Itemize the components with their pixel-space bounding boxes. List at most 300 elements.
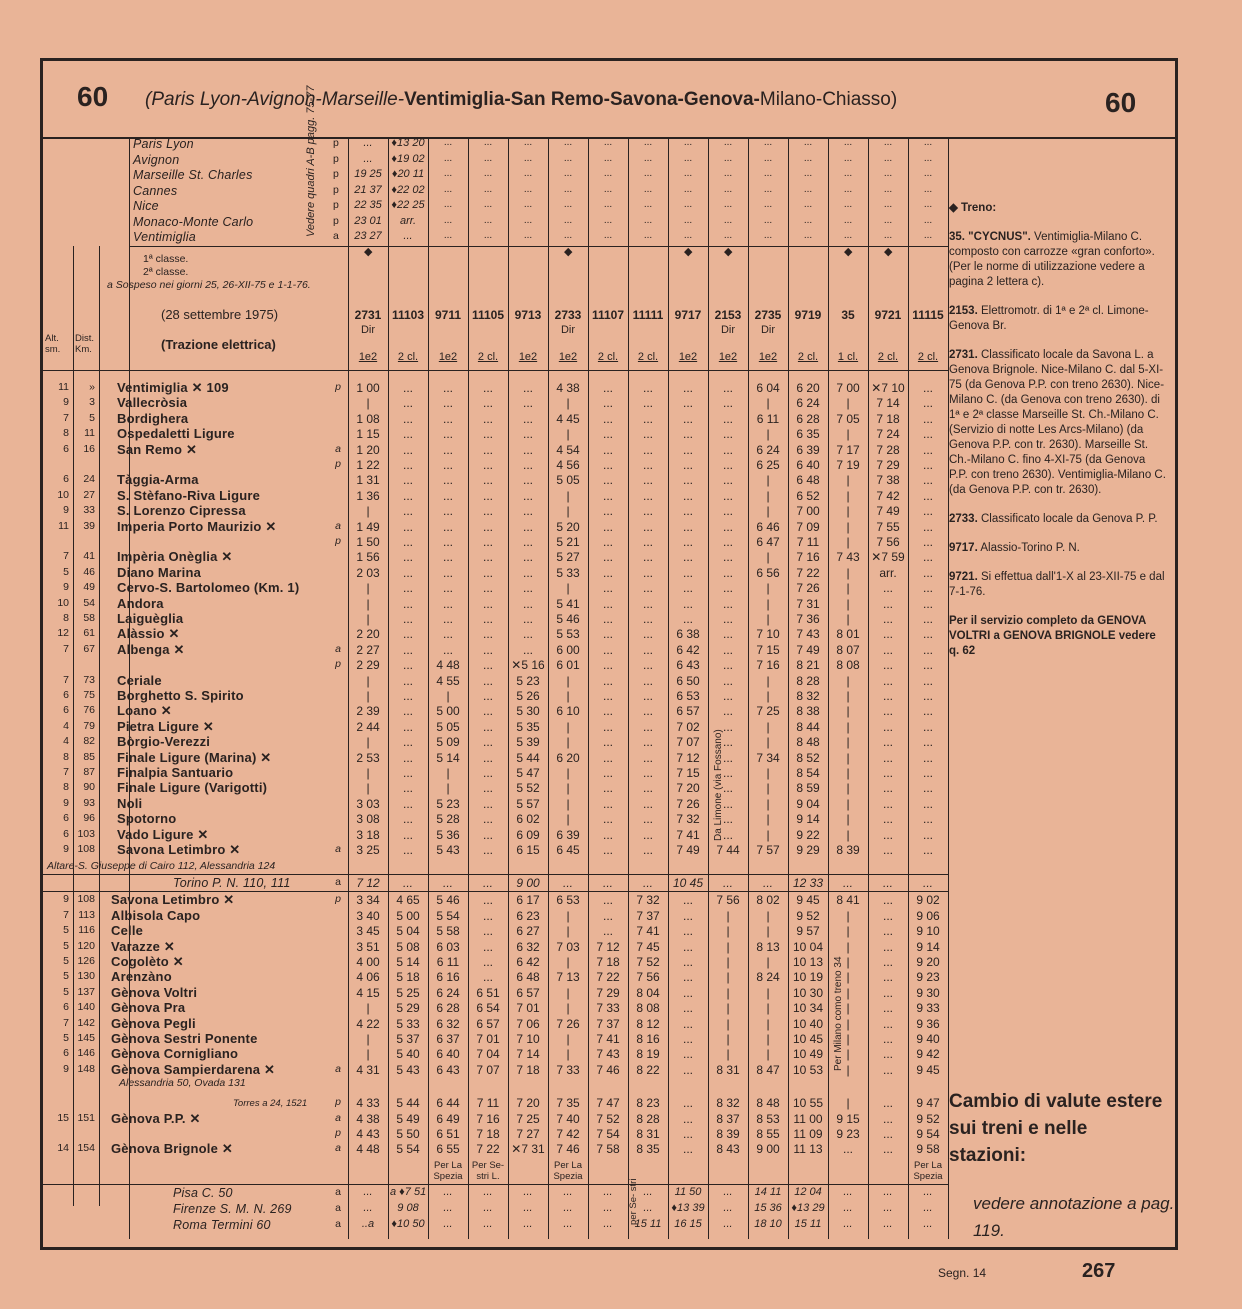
time-cell: 5 27 (556, 550, 580, 565)
time-cell: | (846, 427, 850, 442)
time-cell: ... (642, 750, 653, 765)
note-entry (949, 512, 1167, 527)
station-name: Vado Ligure ✕ (117, 826, 209, 842)
empty-cell: ... (483, 183, 493, 195)
time-cell: ... (402, 504, 413, 519)
time-cell: 5 49 (396, 1111, 420, 1126)
time-cell: | (366, 673, 370, 688)
time-cell: 6 38 (676, 627, 700, 642)
time-cell: ... (882, 627, 893, 642)
time-cell: ... (682, 1001, 693, 1016)
timetable-header (43, 61, 1175, 139)
station-pa: p (335, 535, 341, 547)
time-cell: 6 24 (436, 985, 460, 1000)
time-cell: ... (922, 719, 933, 734)
time-cell: 4 55 (436, 673, 460, 688)
column-divider (908, 139, 909, 1239)
time-cell: 3 25 (356, 843, 380, 857)
station-name: Cervo-S. Bartolomeo (Km. 1) (117, 580, 300, 596)
time-cell: ... (522, 627, 533, 642)
km-value: 96 (83, 812, 95, 825)
time-cell: | (366, 1032, 370, 1046)
time-cell: | (766, 596, 770, 611)
time-cell: 3 45 (356, 924, 380, 939)
time-cell: 7 18 (596, 955, 620, 969)
time-cell: 6 00 (556, 642, 580, 657)
empty-cell: ... (643, 152, 653, 164)
time-cell: 6 20 (556, 750, 580, 765)
time-cell: 5 14 (436, 750, 460, 765)
time-cell: ... (922, 812, 933, 827)
time-cell: | (566, 766, 570, 780)
empty-cell: ... (523, 168, 533, 179)
vedere-note: vedere annotazione a pag. 119. (973, 1194, 1175, 1240)
title-prefix: (Paris Lyon-Avignon-Marseille- (145, 89, 405, 110)
station-name: Gènova P.P. ✕ (111, 1110, 201, 1126)
time-cell: 4 65 (396, 893, 420, 908)
time-cell: ... (602, 642, 613, 657)
station-name: Finale Ligure (Marina) ✕ (117, 749, 272, 765)
time-cell: ... (922, 796, 933, 811)
time-cell: ... (722, 612, 733, 626)
station-name: Vallecròsia (117, 395, 188, 411)
time-cell: 8 24 (756, 970, 780, 985)
time-cell: 8 02 (756, 893, 780, 908)
time-cell: | (766, 766, 770, 780)
empty-cell: ... (843, 230, 853, 241)
time-cell: ... (602, 504, 613, 519)
time-cell: ... (402, 565, 413, 580)
time-cell: 7 29 (596, 985, 620, 1000)
km-value: 54 (83, 596, 95, 609)
time-cell: ... (442, 442, 453, 457)
time-cell: 8 39 (716, 1127, 740, 1141)
time-cell: | (366, 781, 370, 796)
station-name: Andora (117, 595, 164, 611)
empty-cell: ... (803, 183, 813, 195)
train-type: Dir (760, 324, 776, 336)
time-cell: ... (922, 642, 933, 657)
time-cell: ... (522, 427, 533, 442)
time-cell: 8 12 (636, 1016, 660, 1031)
time-cell: ... (522, 642, 533, 657)
time-cell: ... (602, 381, 613, 395)
bottom-time: 14 11 (754, 1185, 782, 1198)
time-cell: 1 15 (356, 427, 380, 442)
time-cell: | (766, 550, 770, 565)
station-pa: a (335, 1062, 341, 1075)
time-cell: 7 28 (876, 442, 900, 457)
time-cell: | (846, 535, 850, 549)
time-cell: 6 02 (516, 812, 540, 827)
time-cell: 8 23 (636, 1096, 660, 1111)
time-cell: 1 31 (356, 473, 380, 488)
station-pa: a (335, 1142, 341, 1155)
legend-alt: Alt. sm. (45, 333, 61, 355)
time-cell: 8 41 (836, 893, 860, 908)
bottom-time: ... (443, 1185, 453, 1198)
time-cell: | (566, 504, 570, 519)
per-label: Per Se- stri L. (471, 1159, 505, 1182)
time-cell: ... (402, 766, 413, 780)
time-cell: | (846, 735, 850, 750)
empty-cell: ... (483, 168, 493, 179)
time-cell: ... (482, 893, 493, 908)
time-cell: ... (482, 535, 493, 549)
time-cell: | (766, 735, 770, 750)
station-name: Gènova Voltri (111, 984, 198, 1000)
station-pa: p (335, 1127, 341, 1139)
time-cell: 9 52 (796, 908, 820, 923)
empty-cell: ... (763, 199, 773, 210)
page-number-right: 60 (1105, 87, 1137, 118)
time-cell: 10 55 (792, 1096, 824, 1111)
time-cell: ... (522, 565, 533, 580)
time-cell: | (366, 504, 370, 519)
time-cell: ... (602, 442, 613, 457)
time-cell: | (846, 1001, 850, 1016)
time-cell: | (766, 1016, 770, 1031)
time-cell: ... (442, 565, 453, 580)
time-cell: 6 24 (796, 396, 820, 411)
time-cell: 6 20 (796, 381, 820, 395)
time-cell: ... (522, 596, 533, 611)
empty-cell: ... (843, 214, 853, 226)
time-cell: ... (482, 565, 493, 580)
time-cell: ... (922, 766, 933, 780)
alt-value: 15 (57, 1111, 69, 1124)
time-cell: 5 58 (436, 924, 460, 939)
time-cell: 6 03 (436, 939, 460, 954)
station-name: Tàggia-Arma (117, 472, 199, 488)
time-cell: ... (402, 812, 413, 827)
empty-cell: ... (523, 214, 533, 226)
time-cell: 4 38 (356, 1111, 380, 1126)
note-head: 2731. (949, 349, 978, 361)
station-name: Ceriale (117, 672, 162, 688)
time-cell: ... (602, 565, 613, 580)
alt-value: 8 (63, 427, 69, 440)
time-cell: 2 27 (356, 642, 380, 657)
time-cell: ... (682, 442, 693, 457)
empty-cell: ... (643, 199, 653, 210)
time-cell: ... (482, 843, 493, 857)
time-cell: ... (522, 581, 533, 596)
time-cell: ... (402, 627, 413, 642)
km-value: 126 (77, 955, 95, 967)
alt-value: 9 (63, 796, 69, 809)
time-cell: | (846, 596, 850, 611)
note-entry (949, 541, 1167, 556)
time-cell: ... (602, 550, 613, 565)
time-cell: 1 56 (356, 550, 380, 565)
time-cell: 5 57 (516, 796, 540, 811)
time-cell: ... (402, 442, 413, 457)
torino-name: Torino P. N. 110, 111 (173, 876, 291, 891)
top-station-time: ♦13 20 (391, 137, 425, 149)
per-label: Per La Spezia (433, 1159, 463, 1182)
time-cell: ... (482, 596, 493, 611)
empty-cell: ... (723, 199, 733, 210)
bottom-station-pa: a (335, 1217, 341, 1230)
time-cell: 7 01 (516, 1001, 540, 1016)
empty-cell: ... (643, 183, 653, 195)
time-cell: ... (602, 612, 613, 626)
time-cell: 5 00 (436, 704, 460, 719)
time-cell: 6 48 (516, 970, 540, 985)
empty-cell: ... (723, 183, 733, 195)
time-cell: ... (522, 396, 533, 411)
time-cell: | (766, 673, 770, 688)
bottom-time: ♦13 39 (671, 1201, 705, 1214)
alt-value: 6 (63, 1001, 69, 1014)
legend-traction: (Trazione elettrica) (161, 337, 276, 352)
time-cell: ... (882, 1047, 893, 1062)
train-number: 11105 (471, 308, 505, 322)
empty-cell: ... (443, 214, 453, 226)
time-cell: ... (682, 612, 693, 626)
time-cell: ... (722, 735, 733, 750)
station-name: Gènova Sampierdarena ✕ (111, 1061, 276, 1077)
time-cell: ... (602, 596, 613, 611)
top-station-pa: p (333, 214, 339, 227)
time-cell: ... (922, 458, 933, 472)
time-cell: | (846, 908, 850, 923)
empty-cell: ... (683, 183, 693, 195)
empty-cell: ... (923, 183, 933, 195)
empty-cell: ... (563, 214, 573, 226)
time-cell: 10 53 (792, 1062, 824, 1077)
empty-cell: ... (643, 137, 653, 148)
alt-value: 7 (63, 642, 69, 655)
train-class: 1e2 (438, 351, 458, 363)
time-cell: ... (682, 550, 693, 565)
time-cell: 1 36 (356, 488, 380, 503)
bottom-station-pa: a (335, 1185, 341, 1198)
time-cell: ... (442, 427, 453, 442)
time-cell: 7 43 (796, 627, 820, 642)
time-cell: ... (722, 658, 733, 673)
time-cell: ... (522, 535, 533, 549)
time-cell: ... (922, 596, 933, 611)
top-block-rule (129, 246, 949, 247)
empty-cell: ... (763, 183, 773, 195)
time-cell: ... (682, 908, 693, 923)
time-cell: 7 03 (556, 939, 580, 954)
time-cell: 7 13 (556, 970, 580, 985)
empty-cell: ... (483, 199, 493, 210)
alt-value: 9 (63, 396, 69, 409)
time-cell: | (726, 1001, 730, 1016)
time-cell: ... (522, 504, 533, 519)
empty-cell: ... (603, 199, 613, 210)
milano-label: Per Milano como treno 34 (833, 956, 844, 1071)
bottom-time: ... (363, 1185, 373, 1198)
time-cell: ... (402, 612, 413, 626)
time-cell: ... (922, 581, 933, 596)
empty-cell: ... (923, 230, 933, 241)
top-station-time: ... (363, 137, 373, 149)
empty-cell: ... (603, 230, 613, 241)
time-cell: ... (922, 427, 933, 442)
alt-value: 5 (63, 924, 69, 937)
time-cell: 5 23 (436, 796, 460, 811)
time-cell: ... (522, 550, 533, 565)
time-cell: ... (882, 893, 893, 908)
alt-value: 5 (63, 970, 69, 983)
time-cell: 7 14 (516, 1047, 540, 1062)
time-cell: 5 20 (556, 519, 580, 534)
empty-cell: ... (923, 152, 933, 164)
time-cell: ... (402, 673, 413, 688)
time-cell: | (846, 970, 850, 985)
sampierdarena-sub: Alessandria 50, Ovada 131 (119, 1076, 246, 1089)
station-name: San Remo ✕ (117, 441, 198, 457)
time-cell: ... (682, 427, 693, 442)
time-cell: 6 55 (436, 1142, 460, 1157)
time-cell: 5 47 (516, 766, 540, 780)
time-cell: ... (882, 766, 893, 780)
time-cell: | (366, 581, 370, 596)
time-cell: 7 56 (716, 893, 740, 908)
train-type: Dir (360, 324, 376, 336)
time-cell: ... (682, 1032, 693, 1046)
km-value: 130 (77, 970, 95, 983)
time-cell: ... (922, 504, 933, 519)
time-cell: | (566, 1047, 570, 1062)
bottom-time: 9 08 (397, 1201, 419, 1214)
time-cell: 7 22 (476, 1142, 500, 1157)
time-cell: ... (882, 704, 893, 719)
note-body: Classificato locale da Savona L. a Genova Brignole. Nice-Milano C. dal 5-XI-75 (da Genova P.P. con treno 2630). Nice-Milano C. (da Genova con treno 2630). di 1ª e 2ª classe Marseille St. Ch.-Milano C. (Servizio di notte Les Arcs-Milano) (da Genova P.P. con tr. 2630). Marseille St. Ch.-Milano C. fino 4-XI-75 (da Genova P.P. con treno 2630). Ventimiglia-Milano C. (da Genova P.P. con tr. 2630). (949, 349, 1166, 496)
time-cell: ... (722, 673, 733, 688)
torino-time: ... (922, 876, 933, 891)
time-cell: 7 10 (516, 1032, 540, 1046)
km-value: 82 (83, 735, 95, 748)
station-name: Cogolèto ✕ (111, 954, 184, 969)
empty-cell: ... (643, 168, 653, 179)
time-cell: 5 53 (556, 627, 580, 642)
time-cell: 5 54 (396, 1142, 420, 1157)
time-cell: | (846, 1062, 850, 1077)
note-body: Classificato locale da Genova P. P. (977, 513, 1158, 525)
legend-first-class: 1ª classe. (143, 253, 189, 265)
time-cell: ... (482, 812, 493, 827)
time-cell: ... (722, 381, 733, 395)
station-name: Arenzàno (111, 969, 172, 985)
bottom-time: 18 10 (754, 1217, 782, 1230)
empty-cell: ... (843, 152, 853, 164)
time-cell: ... (682, 581, 693, 596)
time-cell: | (566, 781, 570, 796)
time-cell: 2 29 (356, 658, 380, 673)
time-cell: 7 02 (676, 719, 700, 734)
km-value: 39 (83, 519, 95, 532)
time-cell: 5 08 (396, 939, 420, 954)
time-cell: ... (642, 581, 653, 596)
time-cell: ... (402, 704, 413, 719)
bottom-time: ... (923, 1201, 933, 1214)
time-cell: 9 23 (836, 1127, 860, 1141)
time-cell: | (766, 473, 770, 488)
station-name: Gènova Pra (111, 1000, 186, 1016)
empty-cell: ... (643, 214, 653, 226)
time-cell: | (726, 908, 730, 923)
alt-value: 14 (57, 1142, 69, 1155)
time-cell: 9 15 (836, 1111, 860, 1126)
time-cell: | (846, 673, 850, 688)
time-cell: ... (602, 796, 613, 811)
time-cell: ... (722, 750, 733, 765)
time-cell: ... (642, 719, 653, 734)
time-cell: 2 44 (356, 719, 380, 734)
time-cell: ... (482, 658, 493, 673)
column-divider (748, 139, 749, 1239)
time-cell: ... (602, 704, 613, 719)
empty-cell: ... (563, 152, 573, 164)
bottom-time: ... (563, 1201, 573, 1214)
bottom-time: ... (523, 1201, 533, 1214)
alt-value: 11 (58, 519, 69, 532)
time-cell: 7 52 (636, 955, 660, 969)
time-cell: | (846, 396, 850, 411)
time-cell: ... (642, 627, 653, 642)
time-cell: 8 48 (796, 735, 820, 750)
empty-cell: ... (603, 214, 613, 226)
time-cell: 7 31 (796, 596, 820, 611)
empty-cell: ... (923, 214, 933, 226)
time-cell: 7 16 (796, 550, 820, 565)
time-cell: | (846, 519, 850, 534)
time-cell: ... (882, 1096, 893, 1111)
time-cell: ... (722, 642, 733, 657)
top-station-time: ♦19 02 (391, 152, 425, 165)
time-cell: ... (642, 596, 653, 611)
bottom-time: ... (563, 1185, 573, 1198)
note-head: 2153. (949, 305, 978, 317)
station-pa: p (335, 893, 341, 906)
alt-value: 5 (63, 565, 69, 578)
time-cell: 9 04 (796, 796, 820, 811)
km-value: 87 (83, 766, 95, 778)
time-cell: 6 16 (436, 970, 460, 985)
time-cell: ... (482, 550, 493, 565)
empty-cell: ... (523, 183, 533, 195)
empty-cell: ... (843, 168, 853, 179)
alt-value: 6 (63, 827, 69, 840)
time-cell: ... (922, 565, 933, 580)
alt-value: 8 (63, 612, 69, 624)
alt-value: 6 (63, 473, 69, 486)
torino-time: ... (562, 876, 573, 891)
footer-page: 267 (1082, 1260, 1116, 1282)
time-cell: 6 10 (556, 704, 580, 719)
empty-cell: ... (683, 230, 693, 241)
empty-cell: ... (843, 137, 853, 148)
time-cell: 7 44 (716, 843, 740, 857)
time-cell: ... (642, 812, 653, 827)
time-cell: 8 04 (636, 985, 660, 1000)
time-cell: 8 37 (716, 1111, 740, 1126)
time-cell: ... (642, 504, 653, 519)
empty-cell: ... (883, 137, 893, 148)
empty-cell: ... (843, 199, 853, 210)
time-cell: ... (442, 581, 453, 596)
time-cell: 7 49 (676, 843, 700, 857)
notes-column (949, 201, 1167, 673)
time-cell: ... (682, 1111, 693, 1126)
time-cell: ... (482, 970, 493, 985)
